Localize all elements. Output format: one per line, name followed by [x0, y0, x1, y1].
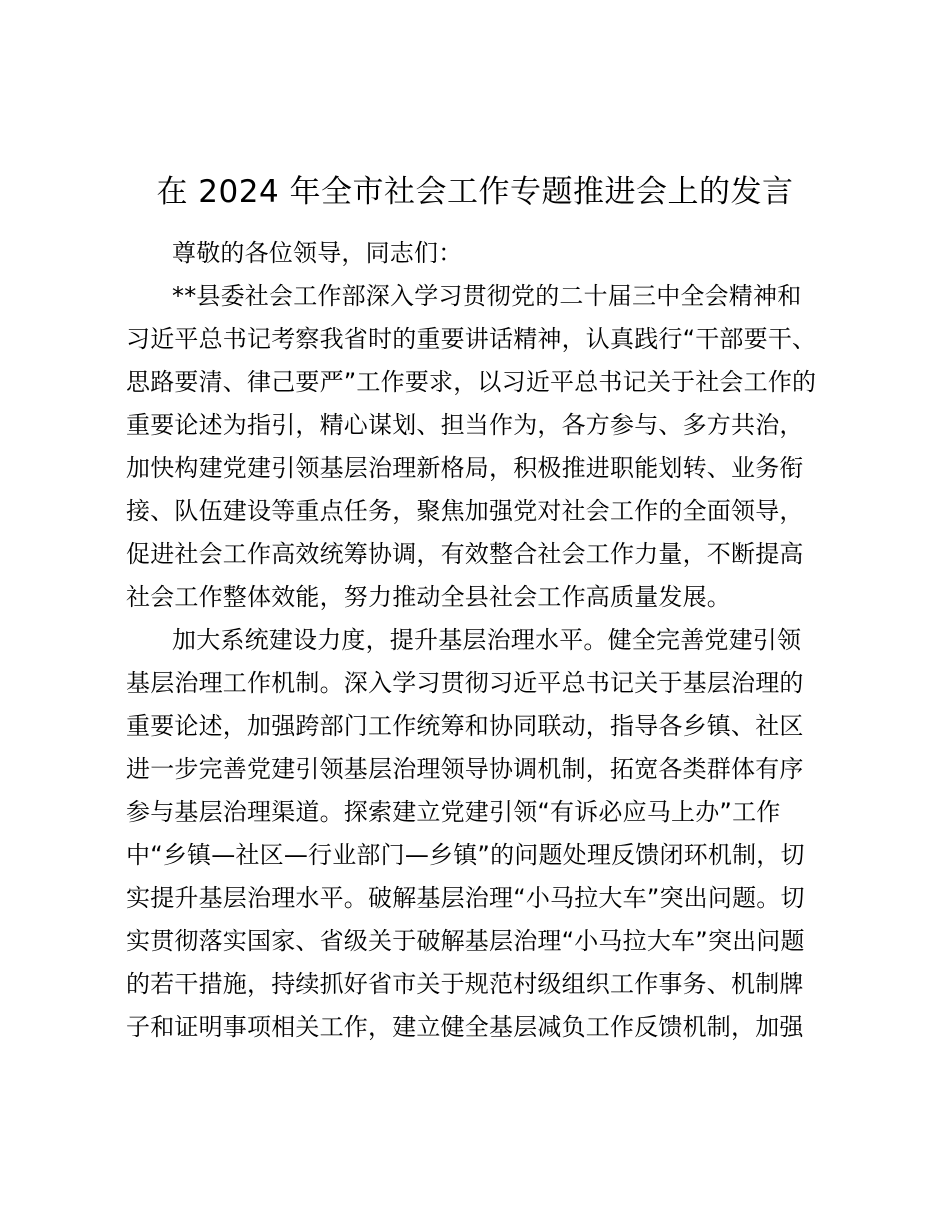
paragraph-line: 重要论述为指引，精心谋划、担当作为，各方参与、多方共治， — [126, 411, 804, 439]
paragraph-line: 进一步完善党建引领基层治理领导协调机制，拓宽各类群体有序 — [126, 755, 804, 783]
salutation-line: 尊敬的各位领导，同志们： — [172, 239, 463, 267]
paragraph-line: 中“乡镇—社区—行业部门—乡镇”的问题处理反馈闭环机制，切 — [126, 841, 805, 869]
paragraph-line: 基层治理工作机制。深入学习贯彻习近平总书记关于基层治理的 — [126, 669, 804, 697]
paragraph-line: 习近平总书记考察我省时的重要讲话精神，认真践行“干部要干、 — [126, 325, 817, 353]
paragraph-line: 促进社会工作高效统筹协调，有效整合社会工作力量，不断提高 — [126, 540, 804, 568]
paragraph-line: 社会工作整体效能，努力推动全县社会工作高质量发展。 — [126, 583, 731, 611]
paragraph-line: **县委社会工作部深入学习贯彻党的二十届三中全会精神和 — [172, 282, 802, 310]
paragraph-line: 的若干措施，持续抓好省市关于规范村级组织工作事务、机制牌 — [126, 970, 804, 998]
paragraph-line: 子和证明事项相关工作，建立健全基层减负工作反馈机制，加强 — [126, 1013, 804, 1041]
paragraph-line: 参与基层治理渠道。探索建立党建引领“有诉必应马上办”工作 — [126, 798, 781, 826]
paragraph-line: 实提升基层治理水平。破解基层治理“小马拉大车”突出问题。切 — [126, 884, 805, 912]
document-body — [126, 232, 846, 1049]
paragraph-line: 思路要清、律己要严”工作要求，以习近平总书记关于社会工作的 — [126, 368, 817, 396]
paragraph-line: 接、队伍建设等重点任务，聚焦加强党对社会工作的全面领导， — [126, 497, 804, 525]
paragraph-line: 实贯彻落实国家、省级关于破解基层治理“小马拉大车”突出问题 — [126, 927, 805, 955]
paragraph-line: 加大系统建设力度，提升基层治理水平。健全完善党建引领 — [172, 626, 802, 654]
document-title: 在 2024 年全市社会工作专题推进会上的发言 — [156, 174, 794, 210]
paragraph-line: 重要论述，加强跨部门工作统筹和协同联动，指导各乡镇、社区 — [126, 712, 804, 740]
paragraph-line: 加快构建党建引领基层治理新格局，积极推进职能划转、业务衔 — [126, 454, 804, 482]
